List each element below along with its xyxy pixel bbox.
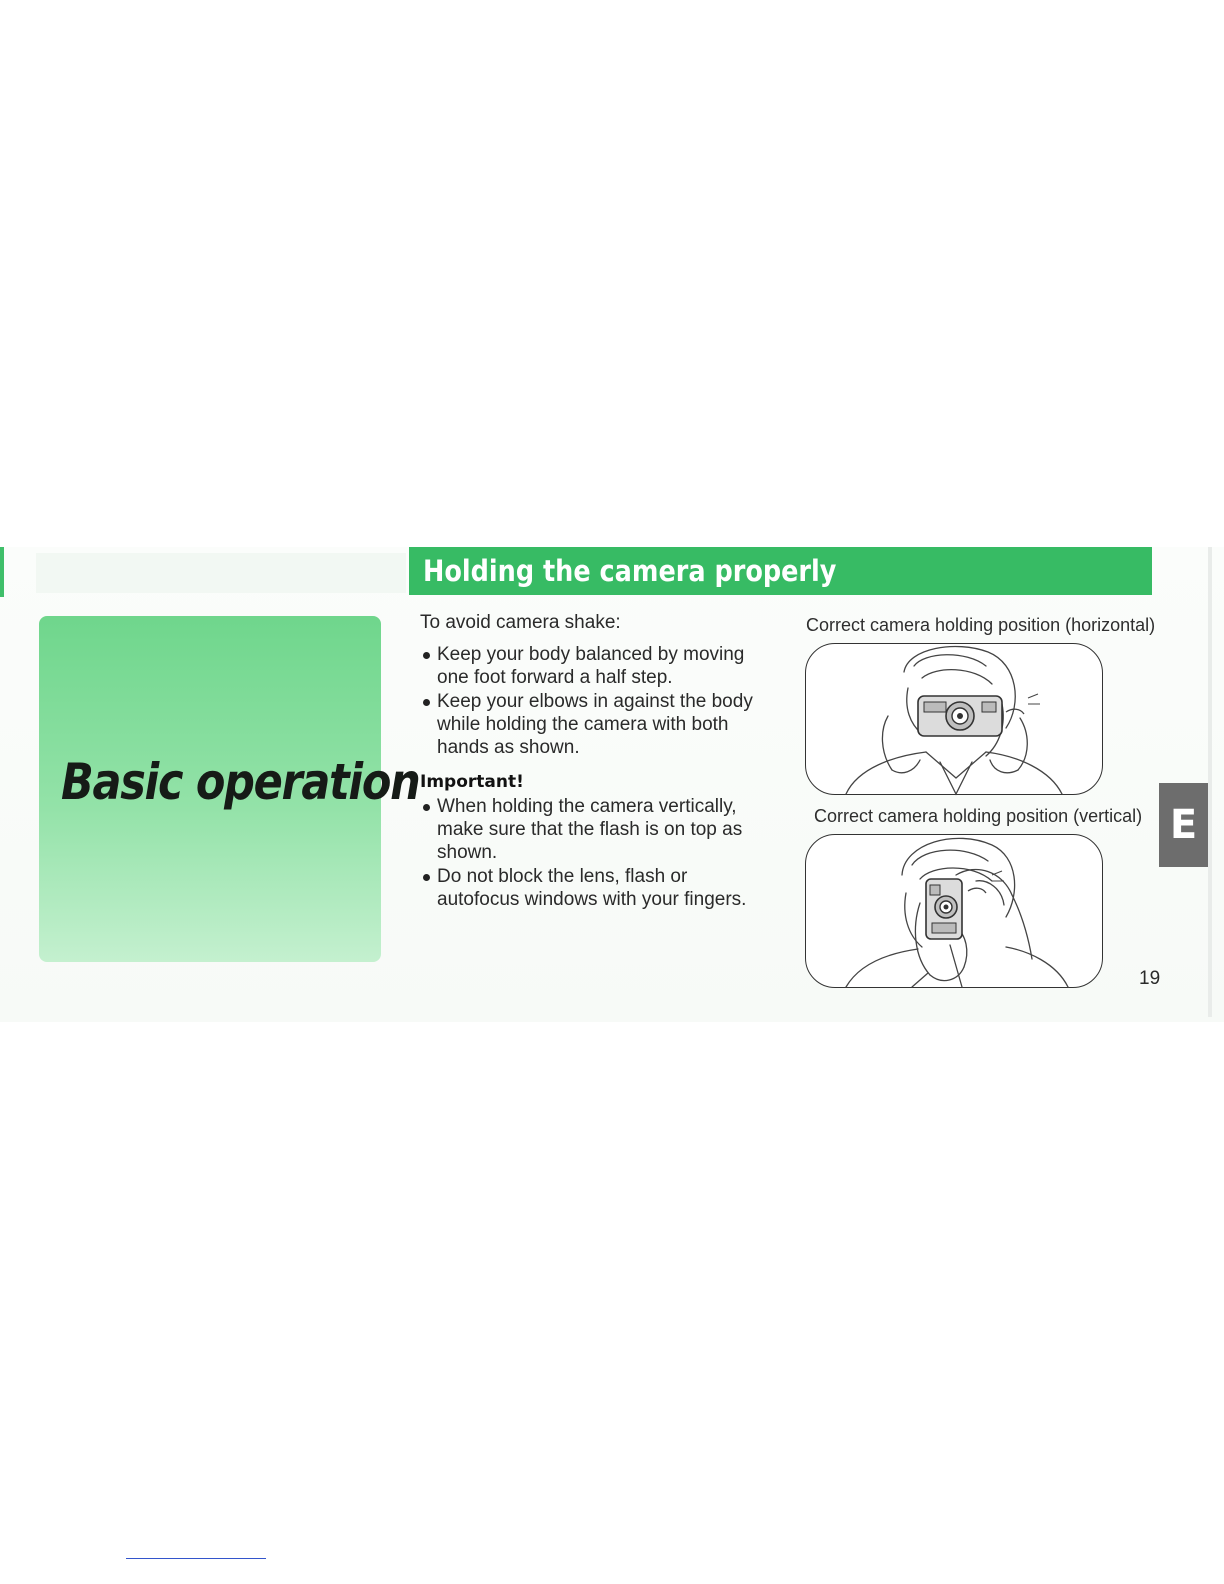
header-bar (409, 547, 1152, 595)
vertical-caption: Correct camera holding position (vertical) (814, 806, 1143, 826)
page-number: 19 (1139, 968, 1161, 989)
important-list (420, 795, 770, 911)
language-tab (1159, 783, 1208, 867)
page-heading: Holding the camera properly (423, 554, 837, 588)
left-edge-marker (0, 547, 4, 597)
vertical-hold-drawing (806, 835, 1102, 987)
horizontal-hold-illustration (805, 643, 1103, 795)
tips-list (420, 643, 770, 759)
language-tab-letter: E (1169, 802, 1198, 848)
list-item: Keep your elbows in against the body while holding the camera with both hands as shown. (420, 690, 770, 759)
top-band (36, 553, 406, 593)
section-title: Basic operation (61, 753, 420, 811)
horizontal-caption: Correct camera holding position (horizontal) (806, 615, 1156, 635)
list-item: Keep your body balanced by moving one foot forward a half step. (420, 643, 770, 689)
vertical-hold-illustration (805, 834, 1103, 988)
instructions-column (420, 611, 770, 912)
footer-rule (126, 1558, 266, 1559)
list-item: Do not block the lens, flash or autofocus windows with your fingers. (420, 865, 770, 911)
intro-text: To avoid camera shake: (420, 612, 621, 633)
right-edge-shadow (1208, 547, 1212, 1017)
section-title-box (39, 616, 420, 962)
horizontal-hold-drawing (806, 644, 1102, 794)
list-item: When holding the camera vertically, make sure that the flash is on top as shown. (420, 795, 770, 864)
important-label: Important! (420, 772, 524, 792)
